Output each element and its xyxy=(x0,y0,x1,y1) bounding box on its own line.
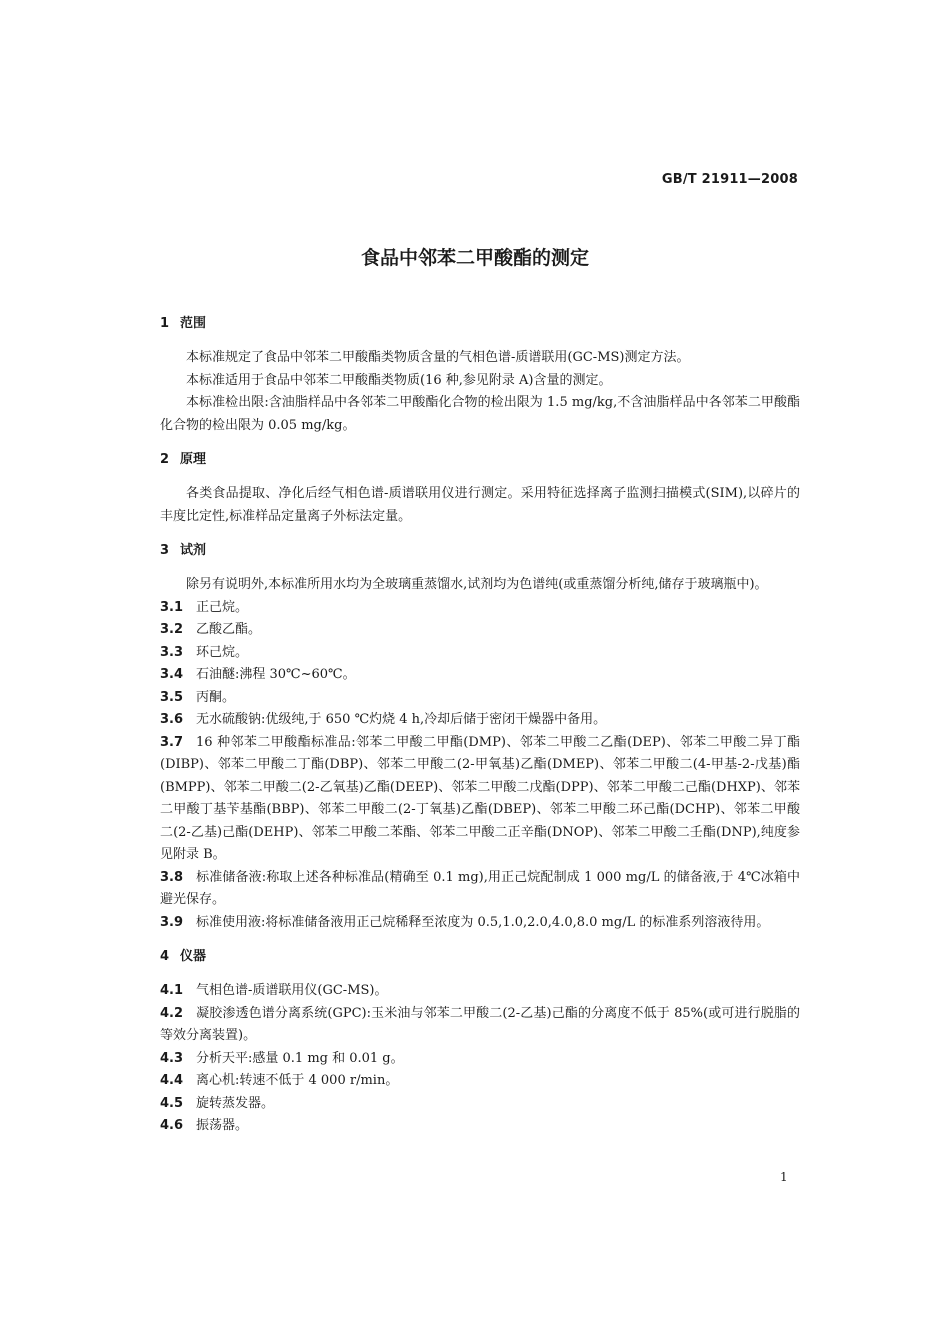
list-item xyxy=(160,1115,800,1138)
section-apparatus xyxy=(160,946,800,1138)
item-text: 正己烷。 xyxy=(196,599,249,615)
section-title: 仪器 xyxy=(180,949,207,964)
paragraph: 各类食品提取、净化后经气相色谱-质谱联用仪进行测定。采用特征选择离子监测扫描模式(SIM),以碎片的丰度比定性,标准样品定量离子外标法定量。 xyxy=(160,486,800,524)
item-number: 4.6 xyxy=(160,1118,184,1133)
item-text: 旋转蒸发器。 xyxy=(196,1095,275,1111)
list-item xyxy=(160,709,800,732)
list-item xyxy=(160,597,800,620)
item-number: 4.4 xyxy=(160,1073,184,1088)
item-number: 3.2 xyxy=(160,622,184,637)
item-number: 3.8 xyxy=(160,869,184,885)
section-title: 试剂 xyxy=(180,543,207,558)
item-number: 3.1 xyxy=(160,599,184,615)
item-number: 3.7 xyxy=(160,734,184,750)
section-number: 2 xyxy=(160,452,170,467)
section-number: 3 xyxy=(160,543,170,558)
section-reagents xyxy=(160,540,800,934)
item-text: 16 种邻苯二甲酸酯标准品:邻苯二甲酸二甲酯(DMP)、邻苯二甲酸二乙酯(DEP)、邻苯二甲酸二异丁酯(DIBP)、邻苯二甲酸二丁酯(DBP)、邻苯二甲酸二(2-甲氧基)乙酯(DMEP)、邻苯二甲酸二(4-甲基-2-戊基)酯(BMPP)、邻苯二甲酸二(2-乙氧基)乙酯(DEEP)、邻苯二甲酸二戊酯(DPP)、邻苯二甲酸二己酯(DHXP)、邻苯二甲酸丁基苄基酯(BBP)、邻苯二甲酸二(2-丁氧基)乙酯(DBEP)、邻苯二甲酸二环己酯(DCHP)、邻苯二甲酸二(2-乙基)己酯(DEHP)、邻苯二甲酸二苯酯、邻苯二甲酸二正辛酯(DNOP)、邻苯二甲酸二壬酯(DNP),纯度参见附录 B。 xyxy=(160,734,800,862)
section-scope xyxy=(160,313,800,437)
section-title: 范围 xyxy=(180,316,207,331)
item-text: 标准储备液:称取上述各种标准品(精确至 0.1 mg),用正己烷配制成 1 000 mg/L 的储备液,于 4℃冰箱中避光保存。 xyxy=(160,869,800,907)
section-number: 1 xyxy=(160,316,170,331)
item-text: 离心机:转速不低于 4 000 r/min。 xyxy=(196,1073,399,1088)
item-number: 4.2 xyxy=(160,1005,184,1021)
item-text: 环己烷。 xyxy=(196,644,249,660)
item-number: 3.5 xyxy=(160,689,184,705)
section-title: 原理 xyxy=(180,452,207,467)
paragraph: 本标准适用于食品中邻苯二甲酸酯类物质(16 种,参见附录 A)含量的测定。 xyxy=(186,372,612,388)
list-item xyxy=(160,1093,800,1116)
document-title: 食品中邻苯二甲酸酯的测定 xyxy=(360,247,589,269)
item-text: 振荡器。 xyxy=(196,1118,249,1133)
item-text: 乙酸乙酯。 xyxy=(196,622,262,637)
item-text: 标准使用液:将标准储备液用正己烷稀释至浓度为 0.5,1.0,2.0,4.0,8.0 mg/L 的标准系列溶液待用。 xyxy=(196,914,770,930)
section-heading xyxy=(160,313,800,335)
section-heading xyxy=(160,449,800,471)
item-text: 气相色谱-质谱联用仪(GC-MS)。 xyxy=(196,983,388,998)
item-number: 3.3 xyxy=(160,644,184,660)
item-number: 4.3 xyxy=(160,1050,184,1066)
item-number: 3.4 xyxy=(160,667,184,682)
paragraph: 除另有说明外,本标准所用水均为全玻璃重蒸馏水,试剂均为色谱纯(或重蒸馏分析纯,储存于玻璃瓶中)。 xyxy=(186,577,768,592)
standard-code: GB/T 21911—2008 xyxy=(661,172,798,187)
list-item xyxy=(160,867,800,912)
list-item xyxy=(160,664,800,687)
list-item xyxy=(160,642,800,665)
item-number: 4.5 xyxy=(160,1095,184,1111)
section-principle xyxy=(160,449,800,528)
list-item xyxy=(160,980,800,1003)
list-item xyxy=(160,1003,800,1048)
section-number: 4 xyxy=(160,949,170,964)
item-number: 4.1 xyxy=(160,983,184,998)
list-item xyxy=(160,619,800,642)
page-number: 1 xyxy=(780,1170,788,1184)
paragraph: 本标准检出限:含油脂样品中各邻苯二甲酸酯化合物的检出限为 1.5 mg/kg,不含油脂样品中各邻苯二甲酸酯化合物的检出限为 0.05 mg/kg。 xyxy=(160,395,800,433)
paragraph: 本标准规定了食品中邻苯二甲酸酯类物质含量的气相色谱-质谱联用(GC-MS)测定方法。 xyxy=(186,350,690,365)
item-number: 3.6 xyxy=(160,712,184,727)
item-text: 无水硫酸钠:优级纯,于 650 ℃灼烧 4 h,冷却后储于密闭干燥器中备用。 xyxy=(196,712,607,727)
list-item xyxy=(160,687,800,710)
document-body xyxy=(160,313,800,1150)
item-number: 3.9 xyxy=(160,914,184,930)
section-heading xyxy=(160,946,800,968)
item-text: 凝胶渗透色谱分离系统(GPC):玉米油与邻苯二甲酸二(2-乙基)己酯的分离度不低于 85%(或可进行脱脂的等效分离装置)。 xyxy=(160,1005,800,1043)
list-item xyxy=(160,1070,800,1093)
list-item xyxy=(160,1048,800,1071)
item-text: 分析天平:感量 0.1 mg 和 0.01 g。 xyxy=(196,1050,404,1066)
section-heading xyxy=(160,540,800,562)
item-text: 丙酮。 xyxy=(196,689,236,705)
list-item xyxy=(160,912,800,935)
item-text: 石油醚:沸程 30℃~60℃。 xyxy=(196,667,356,682)
list-item xyxy=(160,732,800,867)
